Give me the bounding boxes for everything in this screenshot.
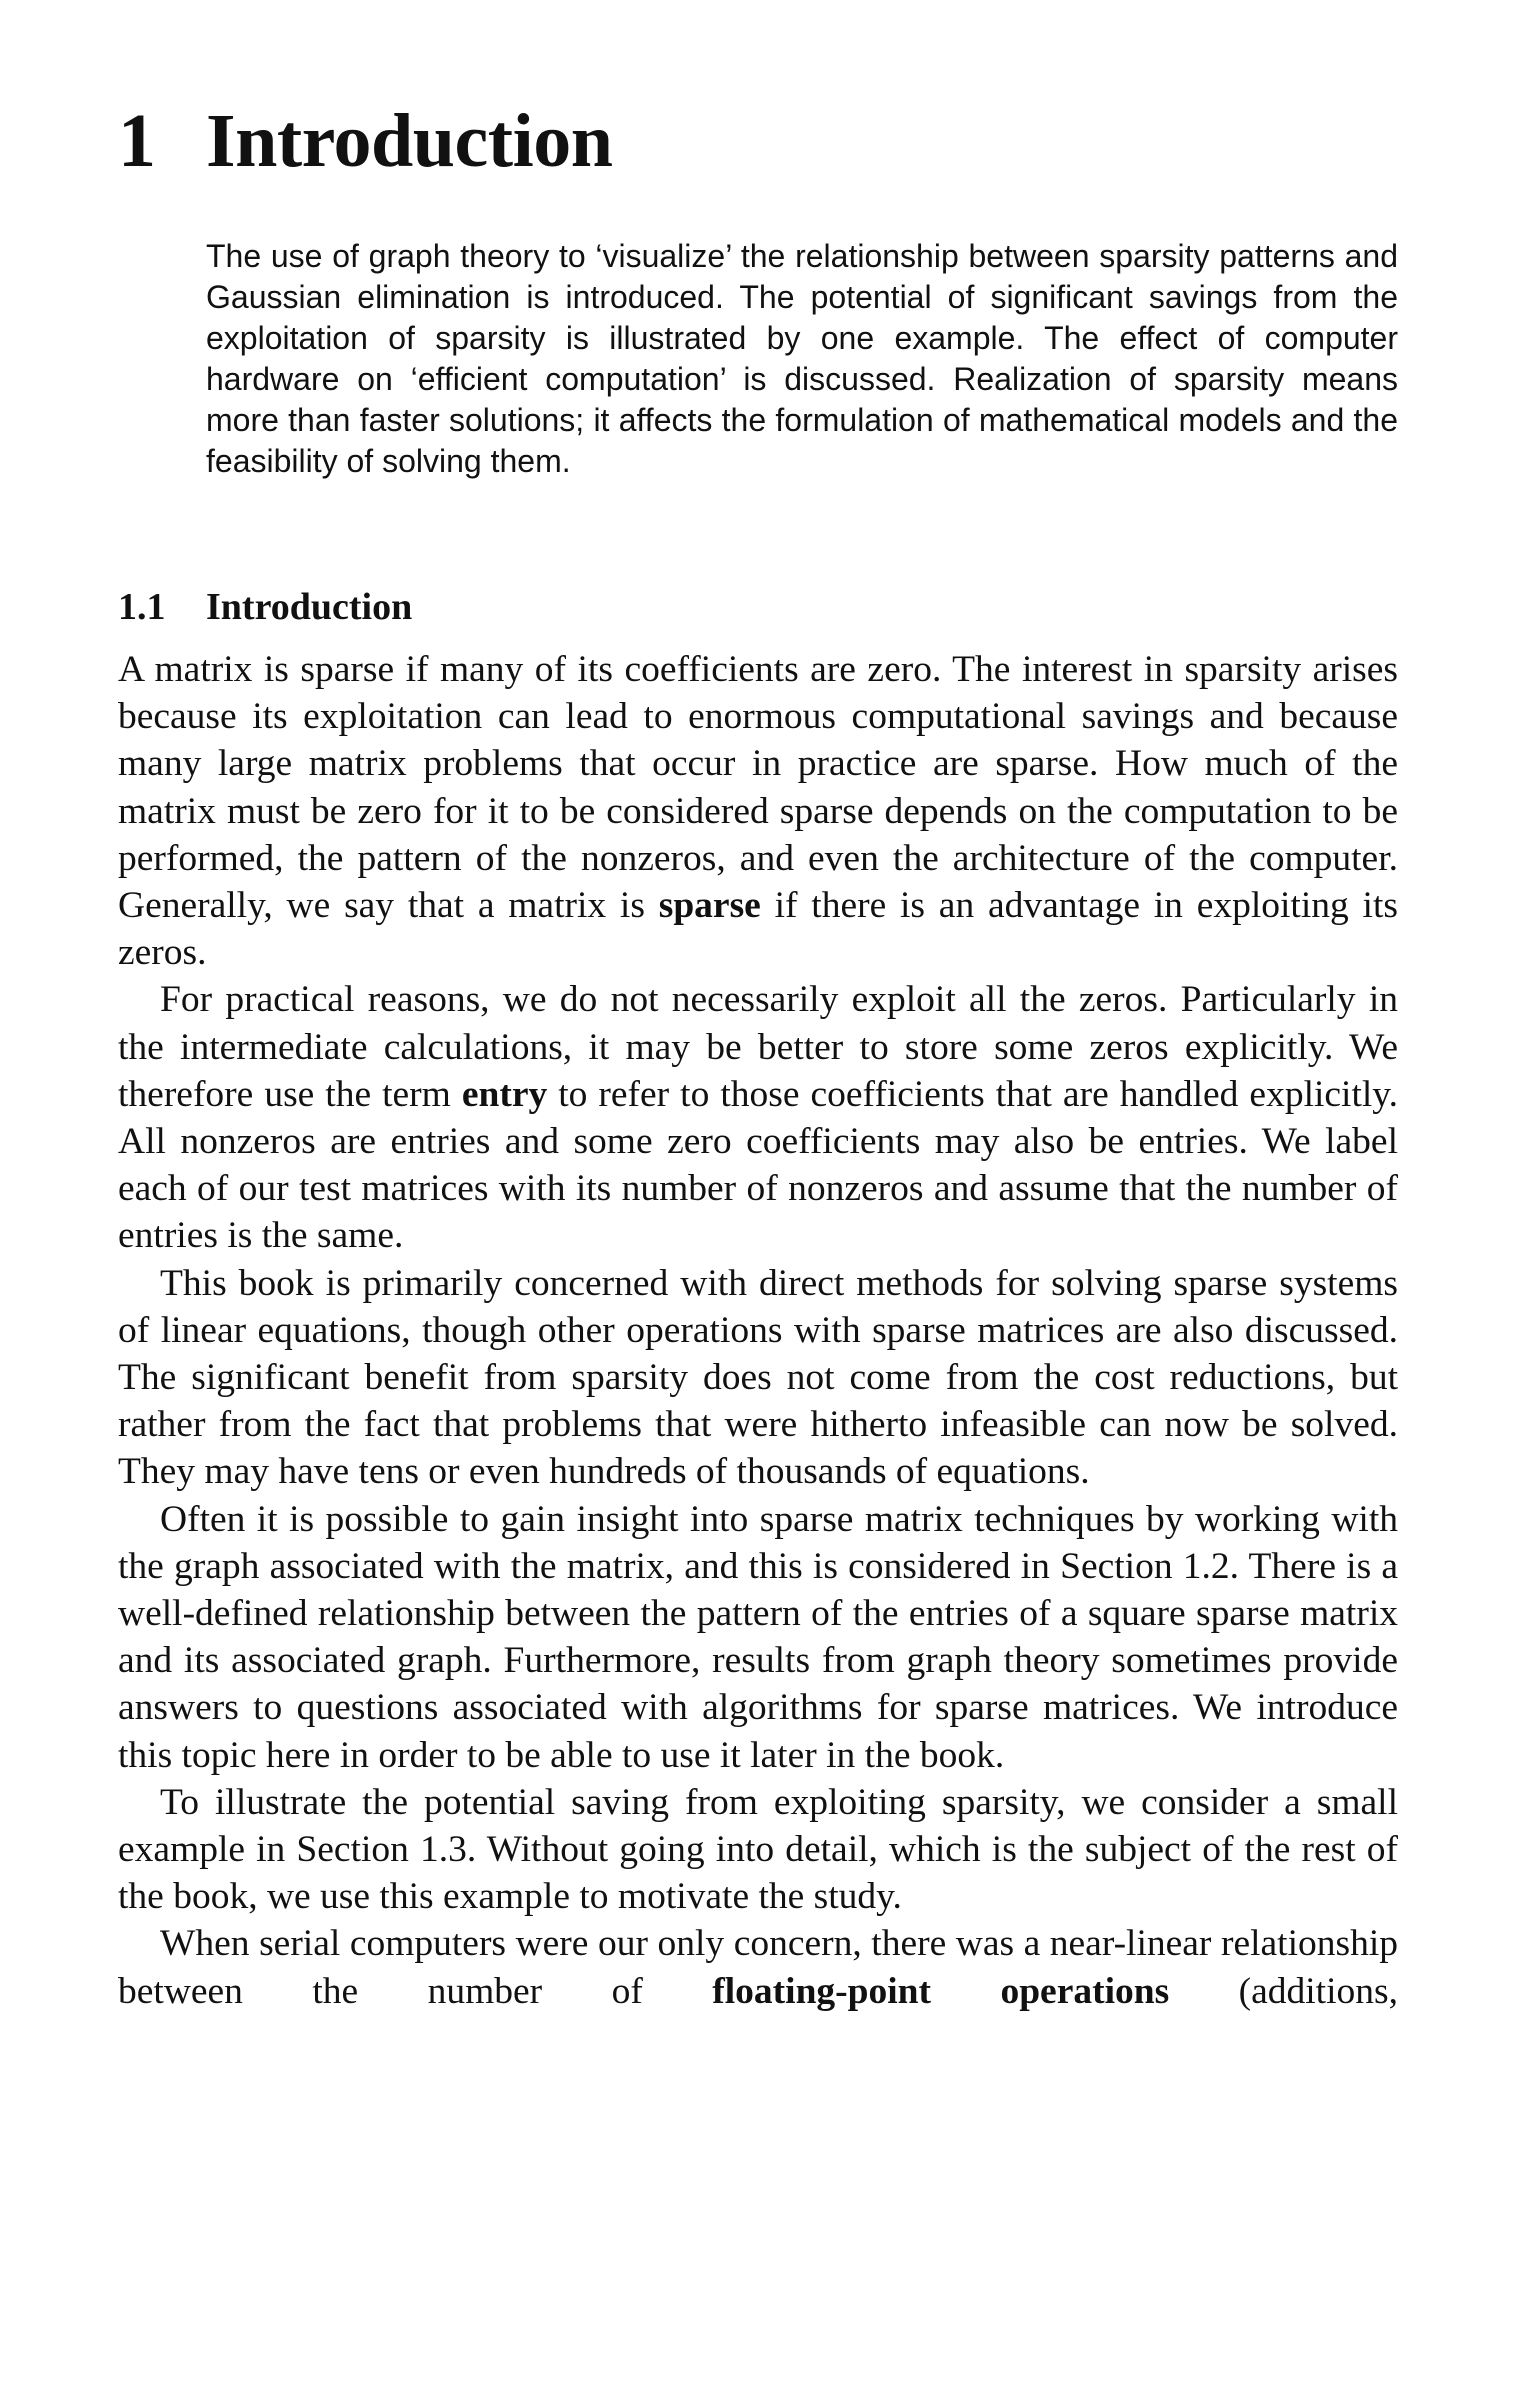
paragraph-6 <box>118 1920 1398 2014</box>
paragraph-1-text-a: A matrix is sparse if many of its coefficients are zero. The interest in sparsity arises because its exploitation can lead to enormous computational savings and because many large matrix problems that occur in practice are sparse. How much of the matrix must be zero for it to be considered sparse depends on the computation to be performed, the pattern of the nonzeros, and even the architecture of the computer. Generally, we say that a matrix is <box>118 649 1398 927</box>
paragraph-3: This book is primarily concerned with direct methods for solving sparse systems of linear equations, though other operations with sparse matrices are also discussed. The significant benefit from sparsity does not come from the cost reductions, but rather from the fact that problems that were hitherto infeasible can now be solved. They may have tens or even hundreds of thousands of equations. <box>118 1262 1398 1493</box>
paragraph-6-text-a: When serial computers were our only concern, there was a near-linear relationship between the number of <box>118 1923 1398 2012</box>
term-floating-point-operations: floating-point operations <box>712 1970 1170 2012</box>
term-sparse: sparse <box>658 885 761 927</box>
body-text <box>118 646 1398 2015</box>
paragraph-6-text-b: (additions, <box>1169 1970 1398 2012</box>
term-entry: entry <box>461 1073 548 1115</box>
chapter-heading <box>118 98 612 185</box>
paragraph-1 <box>118 646 1398 976</box>
paragraph-2-text-b: to refer to those coefficients that are handled explicitly. All nonzeros are entries and some zero coefficients may also be entries. We label each of our test matrices with its number of nonzeros and assume that the number of entries is the same. <box>118 1073 1398 1257</box>
section-number: 1.1 <box>118 586 166 628</box>
paragraph-5: To illustrate the potential saving from exploiting sparsity, we consider a small example in Section 1.3. Without going into detail, which is the subject of the rest of the book, we use this example to motivate the study. <box>118 1781 1398 1918</box>
paragraph-2 <box>118 976 1398 1259</box>
chapter-number: 1 <box>118 99 156 183</box>
paragraph-1-text-b: if there is an advantage in exploiting its zeros. <box>118 885 1398 974</box>
section-title: Introduction <box>206 586 413 628</box>
chapter-title: Introduction <box>206 99 613 183</box>
chapter-abstract: The use of graph theory to ‘visualize’ the relationship between sparsity patterns and Gaussian elimination is introduced. The potential of significant savings from the exploitation of sparsity is illustrated by one example. The effect of computer hardware on ‘efficient computation’ is discussed. Realization of sparsity means more than faster solutions; it affects the formulation of mathematical models and the feasibility of solving them. <box>206 238 1398 479</box>
paragraph-4: Often it is possible to gain insight into sparse matrix techniques by working with the graph associated with the matrix, and this is considered in Section 1.2. There is a well-defined relationship between the pattern of the entries of a square sparse matrix and its associated graph. Furthermore, results from graph theory sometimes provide answers to questions associated with algorithms for sparse matrices. We introduce this topic here in order to be able to use it later in the book. <box>118 1498 1398 1776</box>
paragraph-2-text-a: For practical reasons, we do not necessarily exploit all the zeros. Particularly in the intermediate calculations, it may be better to store some zeros explicitly. We therefore use the term <box>118 979 1398 1115</box>
section-heading <box>118 585 412 629</box>
